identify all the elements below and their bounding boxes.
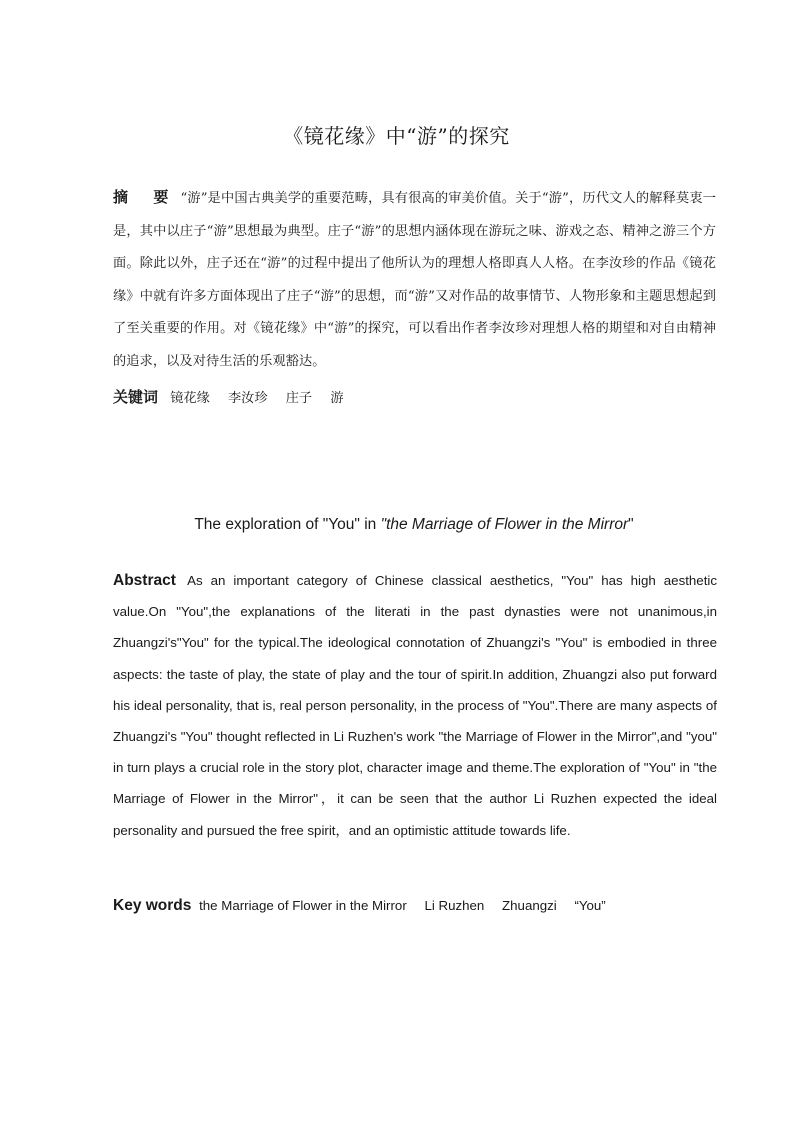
chinese-keyword: 游 xyxy=(330,391,344,406)
chinese-keywords xyxy=(113,386,716,410)
chinese-keyword: 镜花缘 xyxy=(170,391,210,406)
english-keyword: the Marriage of Flower in the Mirror xyxy=(199,898,407,913)
chinese-keywords-label: 关键词 xyxy=(113,388,159,406)
english-keyword: Li Ruzhen xyxy=(424,898,485,913)
english-abstract xyxy=(113,565,717,846)
chinese-abstract-text: “游”是中国古典美学的重要范畴，具有很高的审美价值。关于“游”，历代文人的解释莫衷一是，其中以庄子“游”思想最为典型。庄子“游”的思想内涵体现在游玩之味、游戏之态、精神之游三个方面。除此以外，庄子还在“游”的过程中提出了他所认为的理想人格即真人人格。在李汝珍的作品《镜花缘》中就有许多方面体现出了庄子“游”的思想，而“游”又对作品的故事情节、人物形象和主题思想起到了至关重要的作用。对《镜花缘》中“游”的探究，可以看出作者李汝珍对理想人格的期望和对自由精神的追求，以及对待生活的乐观豁达。 xyxy=(113,191,716,369)
english-title-prefix: The exploration of "You" in xyxy=(194,516,381,533)
english-abstract-text: As an important category of Chinese classical aesthetics, "You" has high aesthetic value.On "You",the explanations of the literati in the past dynasties were not unanimous,in Zhuangzi's"You" for the typical.The ideological connotation of Zhuangzi's "You" is embodied in three aspects: the taste of play, the state of play and the tour of spirit.In addition, Zhuangzi also put forward his ideal personality, that is, real person personality, in the process of "You".There are many aspects of Zhuangzi's "You" thought reflected in Li Ruzhen's work "the Marriage of Flower in the Mirror",and "you" in turn plays a crucial role in the story plot, character image and theme.The exploration of "You" in "the Marriage of Flower in the Mirror"，it can be seen that the author Li Ruzhen expected the ideal personality and pursued the free spirit，and an optimistic attitude towards life. xyxy=(113,573,717,838)
english-keywords-label: Key words xyxy=(113,897,192,914)
english-abstract-label: Abstract xyxy=(113,572,176,589)
chinese-title: 《镜花缘》中“游”的探究 xyxy=(283,124,510,148)
english-title-italic: "the Marriage of Flower in the Mirror xyxy=(380,516,629,533)
chinese-keyword: 庄子 xyxy=(285,391,313,406)
english-keywords xyxy=(113,894,717,918)
english-title-suffix: " xyxy=(628,516,634,533)
english-keyword: Zhuangzi xyxy=(502,898,557,913)
english-keyword: “You” xyxy=(574,898,606,913)
chinese-keyword: 李汝珍 xyxy=(227,391,268,406)
chinese-abstract-label: 摘 要 xyxy=(113,188,179,206)
chinese-abstract xyxy=(113,181,716,378)
english-title xyxy=(0,516,793,534)
